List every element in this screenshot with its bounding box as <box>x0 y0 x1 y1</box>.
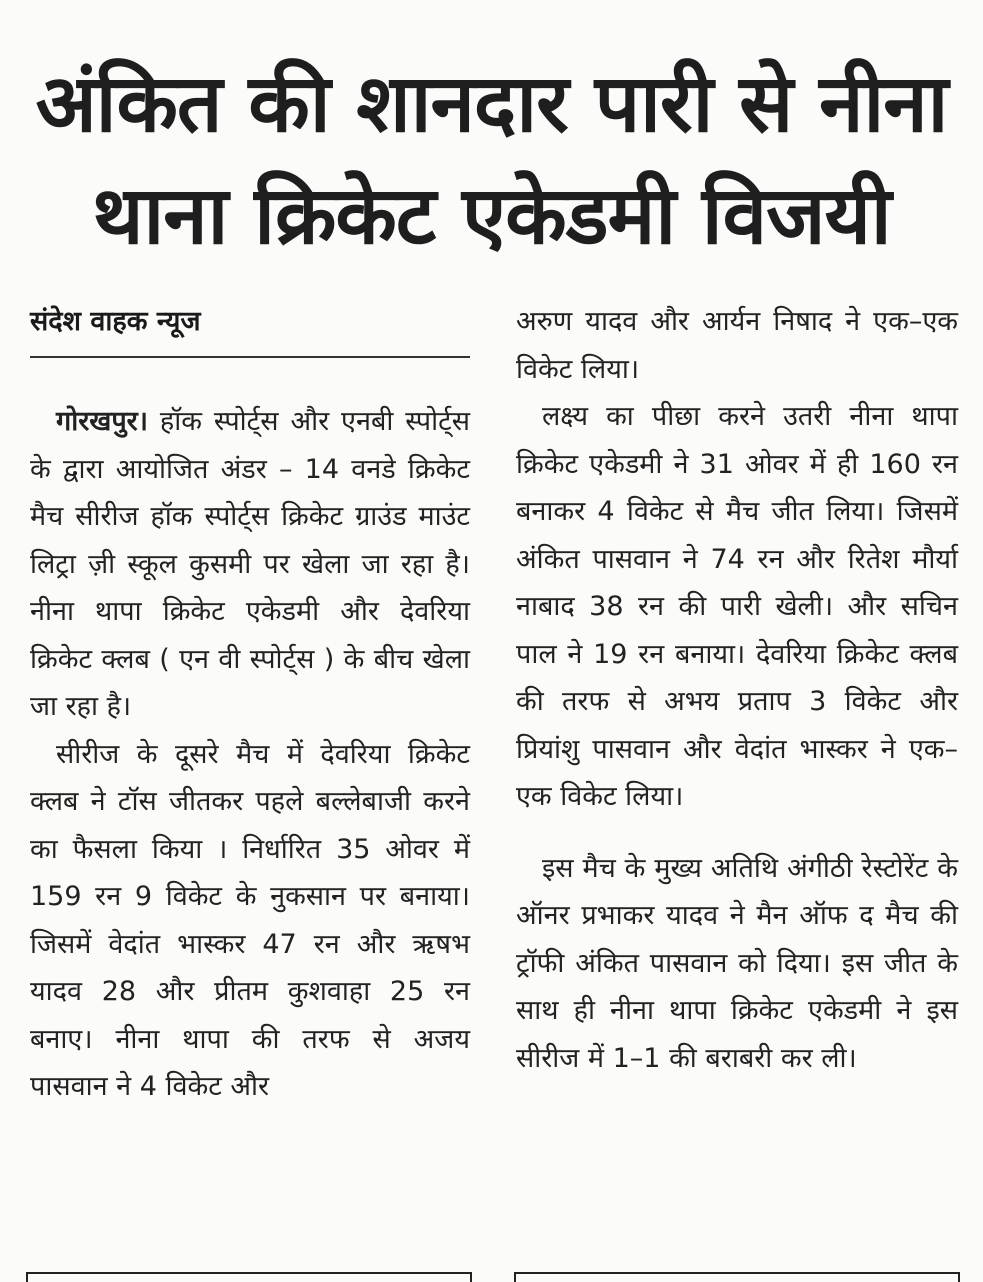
paragraph-1-text: हॉक स्पोर्ट्स और एनबी स्पोर्ट्स के द्वारा आयोजित अंडर – 14 वनडे क्रिकेट मैच सीरीज हॉक स्पोर्ट्स क्रिकेट ग्राउंड माउंट लिट्रा ज़ी स्कूल कुसमी पर खेला जा रहा है। नीना थापा क्रिकेट एकेडमी और देवरिया क्रिकेट क्लब ( एन वी स्पोर्ट्स ) के बीच खेला जा रहा है। <box>30 406 470 722</box>
bottom-rule-left <box>26 1272 472 1282</box>
article-paragraph-5: इस मैच के मुख्य अतिथि अंगीठी रेस्टोरेंट के ऑनर प्रभाकर यादव ने मैन ऑफ द मैच की ट्रॉफी अंकित पासवान को दिया। इस जीत के साथ ही नीना थापा क्रिकेट एकेडमी ने इस सीरीज में 1–1 की बराबरी कर ली। <box>516 852 958 1074</box>
article-column-right <box>516 298 958 1082</box>
article-paragraph-2: सीरीज के दूसरे मैच में देवरिया क्रिकेट क्लब ने टॉस जीतकर पहले बल्लेबाजी करने का फैसला किया । निर्धारित 35 ओवर में 159 रन 9 विकेट के नुकसान पर बनाया। जिसमें वेदांत भास्कर 47 रन और ऋषभ यादव 28 और प्रीतम कुशवाहा 25 रन बनाए। नीना थापा की तरफ से अजय पासवान ने 4 विकेट और <box>30 738 470 1102</box>
headline <box>20 48 963 272</box>
article-paragraph-4: लक्ष्य का पीछा करने उतरी नीना थापा क्रिकेट एकेडमी ने 31 ओवर में ही 160 रन बनाकर 4 विकेट से मैच जीत लिया। जिसमें अंकित पासवान ने 74 रन और रितेश मौर्या नाबाद 38 रन की पारी खेली। और सचिन पाल ने 19 रन बनाया। देवरिया क्रिकेट क्लब की तरफ से अभय प्रताप 3 विकेट और प्रियांशु पासवान और वेदांत भास्कर ने एक–एक विकेट लिया। <box>516 401 958 812</box>
headline-line-1: अंकित की शानदार पारी से नीना <box>35 57 948 150</box>
bottom-rule-right <box>514 1272 960 1282</box>
dateline: गोरखपुर। <box>56 406 148 437</box>
article-paragraph-1 <box>30 398 470 731</box>
article-paragraph-3: अरुण यादव और आर्यन निषाद ने एक–एक विकेट लिया। <box>516 306 958 385</box>
byline: संदेश वाहक न्यूज <box>30 298 470 358</box>
headline-line-2: थाना क्रिकेट एकेडमी विजयी <box>92 169 891 262</box>
article-column-left <box>30 298 470 1111</box>
